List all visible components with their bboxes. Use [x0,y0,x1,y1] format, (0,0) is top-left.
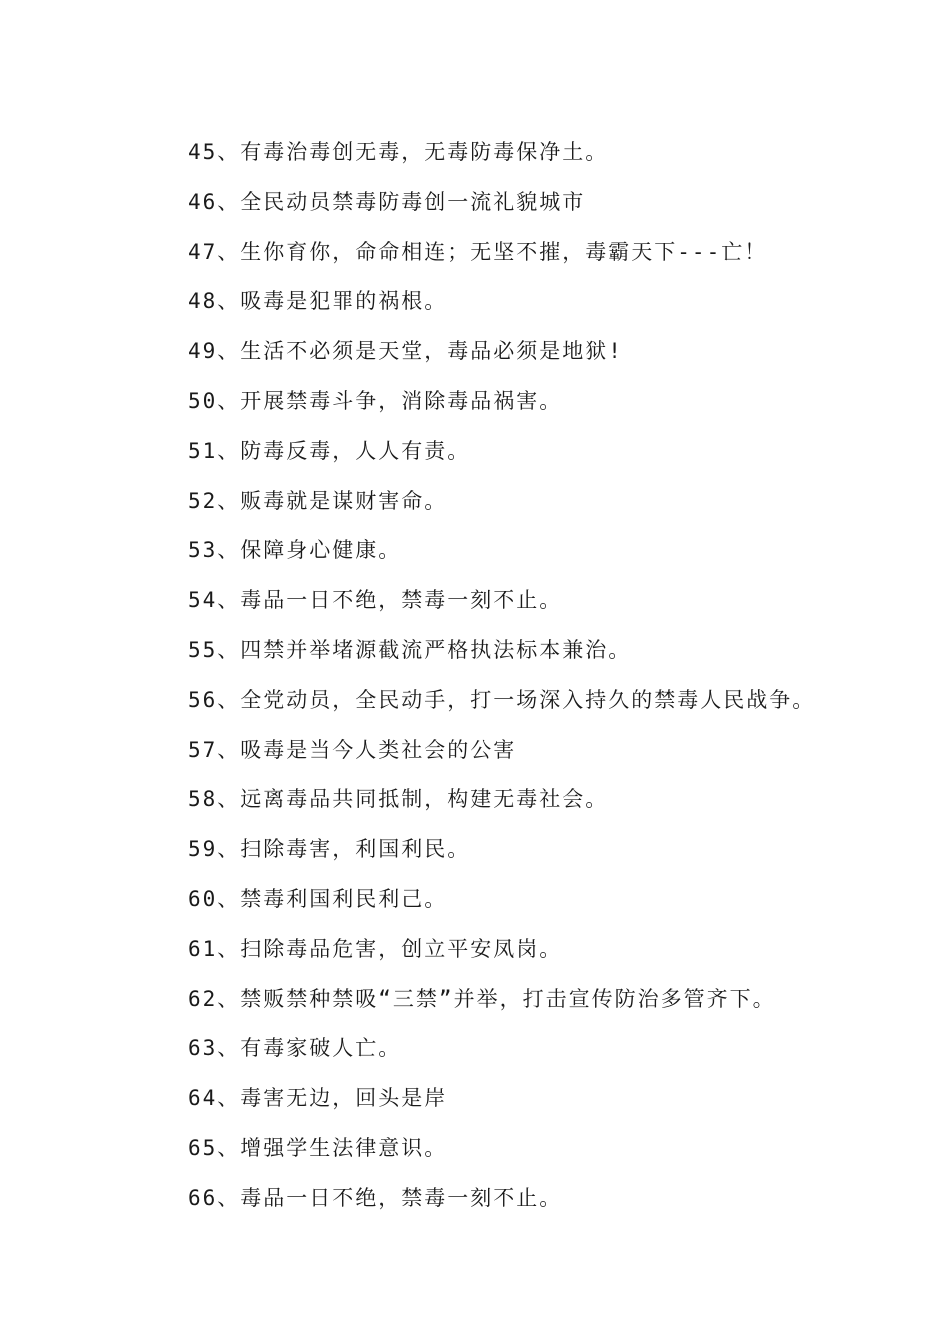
slogan-line-45: 45、有毒治毒创无毒，无毒防毒保净土。 [188,140,609,164]
slogan-line-63: 63、有毒家破人亡。 [188,1036,402,1061]
slogan-line-61: 61、扫除毒品危害，创立平安凤岗。 [188,936,563,961]
slogan-line-62: 62、禁贩禁种禁吸“三禁”并举，打击宣传防治多管齐下。 [188,986,776,1011]
slogan-line-54: 54、毒品一日不绝，禁毒一刻不止。 [188,588,563,613]
slogan-line-53: 53、保障身心健康。 [188,538,402,563]
slogan-line-66: 66、毒品一日不绝，禁毒一刻不止。 [188,1185,563,1210]
slogan-line-60: 60、禁毒利国利民利己。 [188,886,448,911]
slogan-line-64: 64、毒害无边，回头是岸 [188,1086,448,1111]
slogan-line-55: 55、四禁并举堵源截流严格执法标本兼治。 [188,637,632,662]
slogan-line-56: 56、全党动员，全民动手，打一场深入持久的禁毒人民战争。 [188,687,816,712]
slogan-line-47: 47、生你育你，命命相连；无坚不摧，毒霸天下---亡！ [188,239,768,264]
slogan-line-65: 65、增强学生法律意识。 [188,1135,448,1160]
slogan-line-57: 57、吸毒是当今人类社会的公害 [188,737,517,762]
slogan-line-49: 49、生活不必须是天堂，毒品必须是地狱! [188,339,623,364]
slogan-list [188,136,928,1232]
slogan-line-51: 51、防毒反毒，人人有责。 [188,438,471,463]
slogan-line-59: 59、扫除毒害，利国利民。 [188,837,471,862]
slogan-line-46: 46、全民动员禁毒防毒创一流礼貌城市 [188,189,586,214]
slogan-line-52: 52、贩毒就是谋财害命。 [188,488,448,513]
slogan-line-50: 50、开展禁毒斗争，消除毒品祸害。 [188,388,563,413]
slogan-line-48: 48、吸毒是犯罪的祸根。 [188,289,448,314]
slogan-line-58: 58、远离毒品共同抵制，构建无毒社会。 [188,787,609,812]
